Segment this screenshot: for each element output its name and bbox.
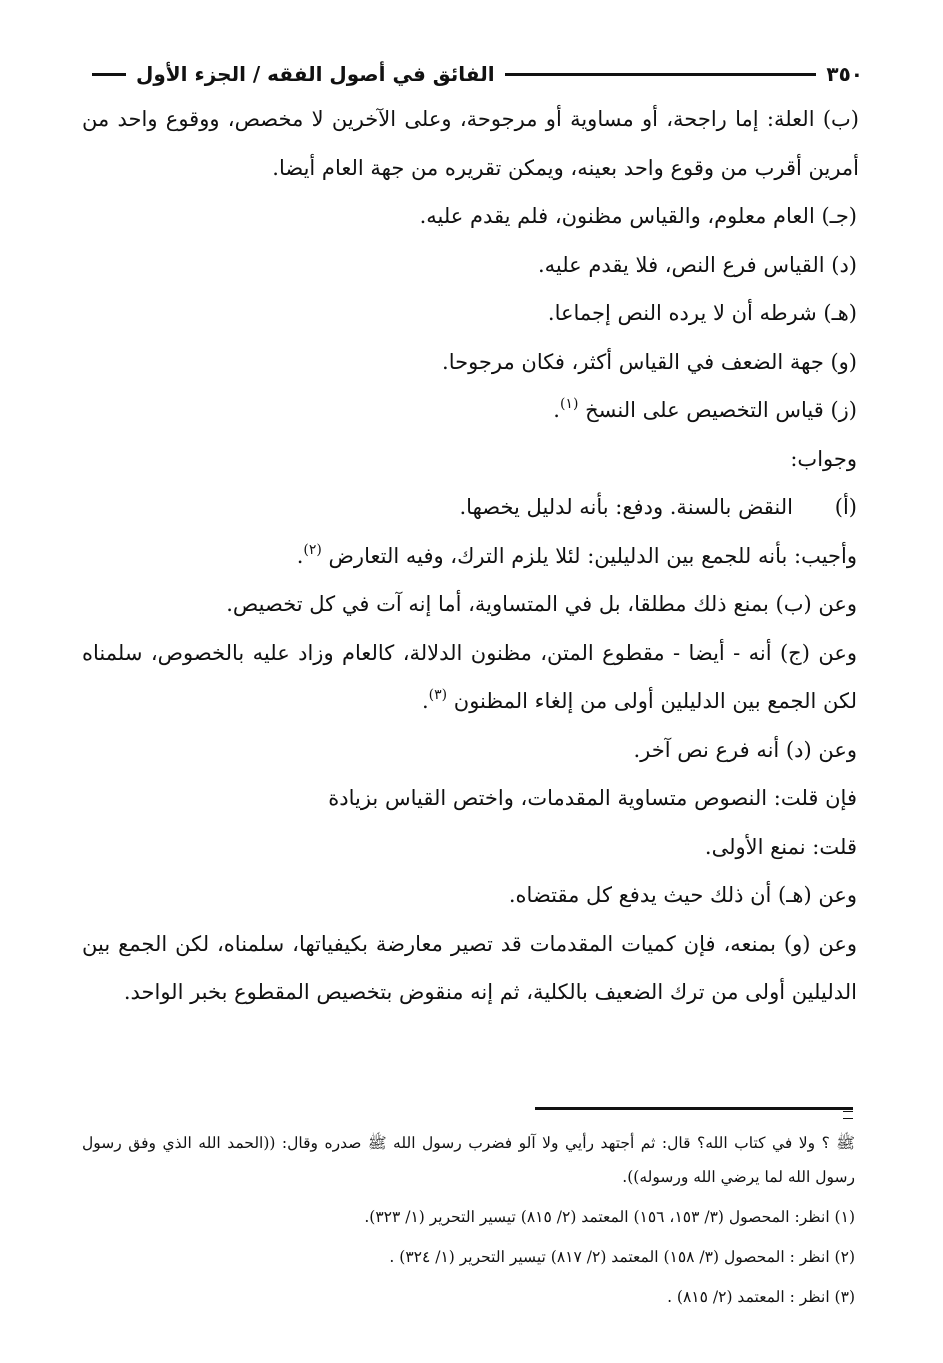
book-title: الفائق في أصول الفقه / الجزء الأول <box>136 62 495 86</box>
period: . <box>553 398 560 422</box>
answer-heading: وجواب: <box>790 446 857 471</box>
paragraph-objection: فإن قلت: النصوص متساوية المقدمات، واختص القياس بزيادة <box>328 786 857 810</box>
paragraph-about-ha: وعن (هـ) أن ذلك حيث يدفع كل مقتضاه. <box>508 883 857 907</box>
alef-label: (أ) <box>834 495 857 519</box>
paragraph-jim: (جـ) العام معلوم، والقياس مظنون، فلم يقدم عليه. <box>419 204 857 228</box>
paragraph-alef-text: النقض بالسنة. ودفع: بأنه لدليل يخصها. <box>459 495 793 519</box>
footnote-3: (٣) انظر : المعتمد (٢/ ٨١٥) . <box>667 1288 855 1306</box>
header-rule <box>505 73 817 76</box>
paragraph-ha: (هـ) شرطه أن لا يرده النص إجماعا. <box>547 301 857 325</box>
running-header <box>82 58 863 90</box>
paragraph-about-waw: وعن (و) بمنعه، فإن كميات المقدمات قد تصير معارضة بكيفياتها، سلمناه، لكن الجمع بين الدليلين أولى من ترك الضعيف بالكلية، ثم إنه منقوض بتخصيص المقطوع بخبر الواحد. <box>82 931 857 1004</box>
paragraph-about-jim-text: وعن (ج) أنه - أيضا - مقطوع المتن، مظنون الدلالة، كالعام وزاد عليه بالخصوص، سلمناه لكن الجمع بين الدليلين أولى من إلغاء المظنون <box>82 640 857 713</box>
paragraph-zay-text: (ز) قياس التخصيص على النسخ <box>585 398 857 422</box>
paragraph-about-dal: وعن (د) أنه فرع نص آخر. <box>633 737 857 762</box>
footnote-ref-1: (١) <box>559 396 579 412</box>
footnote-ref-3: (٣) <box>428 687 448 703</box>
paragraph-dal: (د) القياس فرع النص، فلا يقدم عليه. <box>537 252 857 277</box>
paragraph-b: (ب) العلة: إما راجحة، أو مساوية أو مرجوحة، وعلى الآخرين لا مخصص، ووقوع واحد من أمرين أقرب من وقوع واحد بعينه، ويمكن تقريره من جهة العام أيضا. <box>82 107 859 180</box>
main-text <box>82 95 859 1017</box>
page-number: ٣٥٠ <box>826 62 863 86</box>
paragraph-rebuttal: قلت: نمنع الأولى. <box>704 834 857 859</box>
paragraph-about-b: وعن (ب) بمنع ذلك مطلقا، بل في المتساوية، أما إنه آت في كل تخصيص. <box>226 592 857 616</box>
period: . <box>421 689 429 713</box>
paragraph-reply <box>82 532 859 581</box>
paragraph-reply-text: وأجيب: بأنه للجمع بين الدليلين: لئلا يلزم الترك، وفيه التعارض <box>328 543 857 568</box>
footnote-2: (٢) انظر : المحصول (٣/ ١٥٨) المعتمد (٢/ ٨١٧) تيسير التحرير (١/ ٣٢٤) . <box>389 1248 855 1266</box>
paragraph-waw: (و) جهة الضعف في القياس أكثر، فكان مرجوحا. <box>442 349 857 374</box>
footnote-1: (١) انظر: المحصول (٣/ ١٥٣، ١٥٦) المعتمد (٢/ ٨١٥) تيسير التحرير (١/ ٣٢٣). <box>364 1208 855 1226</box>
paragraph-alef <box>82 483 859 532</box>
footnote-ref-2: (٢) <box>303 541 322 558</box>
footnote-continuation: ﷺ ؟ ولا في كتاب الله؟ قال: ثم أجتهد رأيي ولا آلو فضرب رسول الله ﷺ صدره وقال: ((الحمد الله الذي وفق رسول رسول الله لما يرضي الله ورسوله)). <box>82 1134 855 1186</box>
footnotes <box>82 1126 855 1314</box>
footnote-separator-mark <box>843 1111 853 1119</box>
footnote-separator <box>535 1107 853 1110</box>
paragraph-zay <box>82 386 859 435</box>
paragraph-about-jim <box>82 629 859 726</box>
header-rule-end <box>92 73 126 76</box>
period: . <box>296 543 304 568</box>
